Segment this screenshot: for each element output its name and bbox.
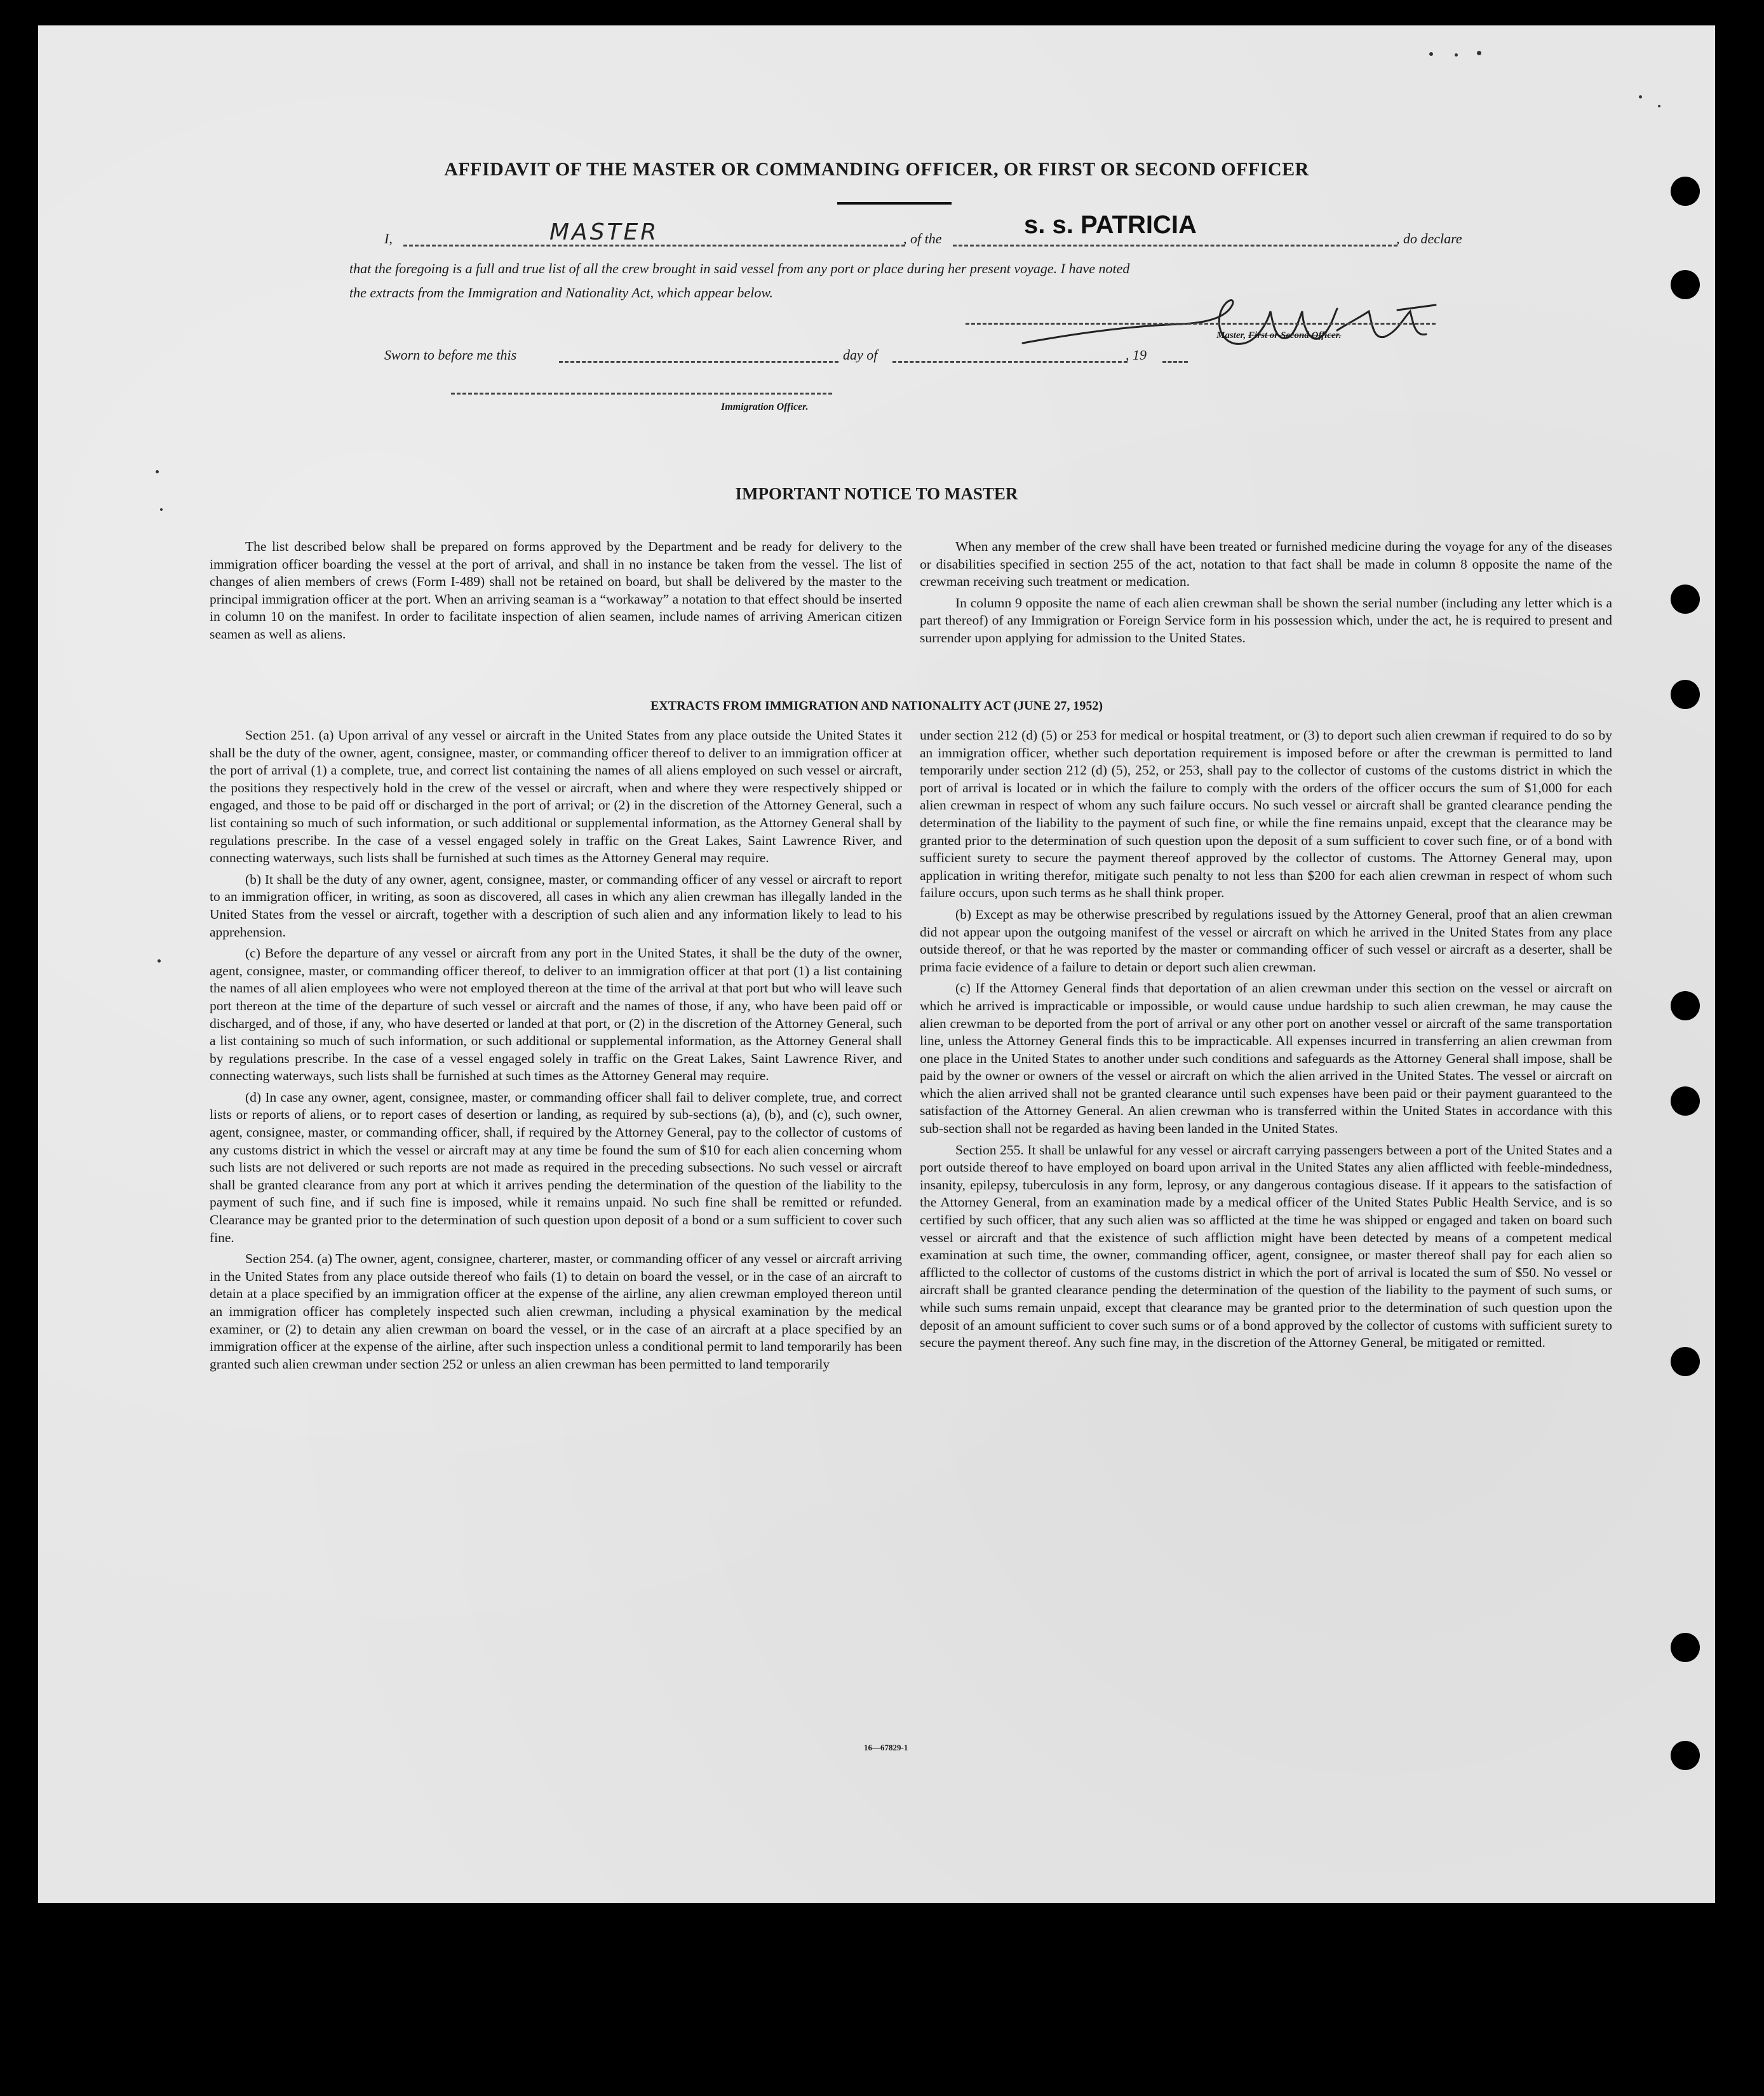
of-the-label: , of the [903,231,942,247]
scan-speck [1429,52,1433,56]
struck-officer-caption: First or Second Officer. [1248,330,1342,341]
notice-right-paragraph-1: When any member of the crew shall have been treated or furnished medicine during the voyage for any of the diseases or disabilities specified in section 255 of the act, notation to that fact shall be made in column 8 opposite the name of the crewman receiving such treatment or medication. [920,539,1612,590]
day-of-label: day of [843,347,878,363]
scan-speck [1658,105,1660,107]
do-declare-label: , do declare [1396,231,1462,247]
vessel-name: s. s. PATRICIA [1024,211,1197,239]
notice-right-paragraph-2: In column 9 opposite the name of each alien crewman shall be shown the serial number (including any letter which is a part thereof) of any Immigration or Foreign Service form in his possession which, under the act, he is required to present and surrender upon applying for admission to the United States. [920,595,1612,646]
statement-line-1: that the foregoing is a full and true list of all the crew brought in said vessel from any port or place during her present voyage. I have noted [349,260,1130,276]
sworn-month-line [892,361,1128,363]
scan-speck [1477,51,1481,55]
extract-paragraph: (d) In case any owner, agent, consignee, master, or commanding officer shall fail to deliver complete, true, and correct lists or reports of aliens, or to report cases of desertion or landing, as required by sub-sections (a), (b), and (c), such owner, agent, consignee, master, or commanding officer, shall, if required by the Attorney General, pay to the collector of customs of any customs district in which the vessel or aircraft may at any time be found the sum of $10 for each alien concerning whom such lists are not delivered or such reports are not made as required in the preceding subsections. No such vessel or aircraft shall be granted clearance from any port at which it arrives pending the determination of the question of the liability to the payment of such fine, and if such fine is imposed, while it remains unpaid. No such fine shall be remitted or refunded. Clearance may be granted prior to the determination of such question upon deposit of a bond or a sum sufficient to cover such fine. [210,1089,902,1245]
statement-line-2: the extracts from the Immigration and Nationality Act, which appear below. [349,285,773,301]
extracts-right-column [920,727,1612,1356]
punch-hole [1671,1633,1700,1662]
sworn-year-line [1162,361,1188,363]
form-number: 16—67829-1 [864,1743,908,1752]
vessel-line [953,245,1397,247]
title-divider [837,202,952,205]
scan-speck [160,508,163,511]
extract-paragraph: Section 251. (a) Upon arrival of any vessel or aircraft in the United States from any place outside the United States it shall be the duty of the owner, agent, consignee, master, or commanding officer thereof to deliver to an immigration officer at the port of arrival (1) a complete, true, and correct list containing the names of all aliens employed on such vessel or aircraft, the positions they respectively hold in the crew of the vessel or aircraft, when and where they were respectively shipped or engaged, and those to be paid off or discharged in the port of arrival; or (2) in the discretion of the Attorney General, such a list containing so much of such information, or such additional or supplemental information, as the Attorney General shall by regulations prescribe. In the case of a vessel engaged solely in traffic on the Great Lakes, Saint Lawrence River, and connecting waterways, such lists shall be furnished at such times as the Attorney General may require. [210,727,902,866]
extract-paragraph: (c) If the Attorney General finds that deportation of an alien crewman under this section on the vessel or aircraft on which he arrived is impracticable or impossible, or would cause undue hardship to such alien crewman, he may cause the alien crewman to be deported from the port of arrival or any other port on another vessel or aircraft of the same transportation line, unless the Attorney General finds this to be impracticable. All expenses incurred in transferring an alien crewman from one place in the United States to another under such conditions and safeguards as the Attorney General shall impose, shall be paid by the owner or owners of the vessel or aircraft on which the alien arrived in the United States. The vessel or aircraft on which the alien arrived shall not be granted clearance until such expenses have been paid or their payment guaranteed to the satisfaction of the Attorney General. An alien crewman who is transferred within the United States in accordance with this sub-section shall not be regarded as having been landed in the United States. [920,980,1612,1137]
extract-paragraph: Section 255. It shall be unlawful for any vessel or aircraft carrying passengers between a port of the United States and a port outside thereof to have employed on board upon arrival in the United States any alien afflicted with feeble-mindedness, insanity, epilepsy, tuberculosis in any form, leprosy, or any dangerous contagious disease. If it appears to the satisfaction of the Attorney General, from an examination made by a medical officer of the United States Public Health Service, and is so certified by such officer, that any such alien was so afflicted at the time he was shipped or engaged and taken on board such vessel or aircraft and that the existence of such affliction might have been detected by means of a competent medical examination at such time, the owner, commanding officer, agent, consignee, or master thereof shall pay for each alien so afflicted to the collector of customs of the customs district in which the port of arrival is located the sum of $50. No vessel or aircraft shall be granted clearance pending the determination of the question of the liability to the payment of such sums, or while such sums remain unpaid, except that clearance may be granted prior to the determination of such question upon the deposit of an amount sufficient to cover such sums or of a bond approved by the collector of customs with sufficient surety to secure the payment thereof. Any such fine may, in the discretion of the Attorney General, be mitigated or remitted. [920,1142,1612,1351]
extracts-title: EXTRACTS FROM IMMIGRATION AND NATIONALITY ACT (JUNE 27, 1952) [650,699,1103,713]
document-sheet [38,25,1715,1903]
i-label: I, [384,231,393,247]
officer-handwritten: MASTER [549,219,659,245]
punch-hole [1671,585,1700,614]
notice-title: IMPORTANT NOTICE TO MASTER [735,484,1018,503]
notice-left-column [210,538,902,647]
punch-hole [1671,1741,1700,1770]
affidavit-title: AFFIDAVIT OF THE MASTER OR COMMANDING OFFICER, OR FIRST OR SECOND OFFICER [444,159,1309,180]
extract-paragraph: Section 254. (a) The owner, agent, consignee, charterer, master, or commanding officer of any vessel or aircraft arriving in the United States from any place outside thereof who fails (1) to detain on board the vessel, or in the case of an aircraft to detain at a place specified by an immigration officer at the expense of the airline, any alien crewman employed thereon until an immigration officer has completely inspected such alien crewman, including a physical examination by the medical examiner, or (2) to detain any alien crewman on board the vessel, or in the case of an aircraft at a place specified by an immigration officer at the expense of the airline, after such inspection unless a conditional permit to land temporarily has been granted such alien crewman under section 252 or unless an alien crewman has been permitted to land temporarily [210,1251,902,1372]
extract-paragraph: (c) Before the departure of any vessel or aircraft from any port in the United States, it shall be the duty of the owner, agent, consignee, master, or commanding officer thereof, to deliver to an immigration officer at that port (1) a list containing the names of all alien employees who were not employed thereon at the time of the arrival at that port but who will leave such port thereon at the time of the departure of such vessel or aircraft and the names of those, if any, who have been paid off or discharged, and of those, if any, who have deserted or landed at that port, or (2) in the discretion of the Attorney General, such a list containing so much of such information, or such additional or supplemental information, as the Attorney General shall by regulations prescribe. In the case of a vessel engaged solely in traffic on the Great Lakes, Saint Lawrence River, and connecting waterways, such lists shall be furnished at such times as the Attorney General may require. [210,945,902,1084]
punch-hole [1671,991,1700,1020]
punch-hole [1671,270,1700,299]
year-label: , 19 [1126,347,1147,363]
extract-paragraph: under section 212 (d) (5) or 253 for medical or hospital treatment, or (3) to deport such alien crewman if required to do so by an immigration officer, whether such deportation requirement is imposed before or after the crewman is permitted to land temporarily under section 212 (d) (5), 252, or 253, shall pay to the collector of customs of the customs district in which the port of arrival is located or in which the failure to comply with the orders of the officer occurs the sum of $1,000 for each alien crewman in respect of whom any such failure occurs. No such vessel or aircraft shall be granted clearance pending the determination of the liability to the payment of such fine, or while the fine remains unpaid, except that the clearance may be granted prior to the determination of such question upon the deposit of a sum sufficient to cover such fine, or of a bond with sufficient surety to secure the payment thereof approved by the collector of customs. The Attorney General may, upon application in writing therefor, mitigate such penalty to not less than $200 for each alien crewman in respect of whom such failure occurs, upon such terms as he shall think proper. [920,727,1612,901]
punch-hole [1671,1347,1700,1376]
extract-paragraph: (b) It shall be the duty of any owner, agent, consignee, master, or commanding officer of any vessel or aircraft to report to an immigration officer, in writing, as soon as discovered, all cases in which any alien crewman has illegally landed in the United States from the vessel or aircraft, together with a description of such alien and any information likely to lead to his apprehension. [210,871,902,940]
extracts-left-column [210,727,902,1377]
immigration-officer-line [451,393,832,395]
master-caption: Master, [1216,330,1246,341]
scan-speck [1639,95,1642,98]
punch-hole [1671,1086,1700,1116]
notice-right-column [920,538,1612,651]
notice-left-paragraph: The list described below shall be prepared on forms approved by the Department and be ready for delivery to the immigration officer boarding the vessel at the port of arrival, and shall in no instance be taken from the vessel. The list of changes of alien members of crews (Form I-489) shall not be retained on board, but shall be delivered by the master to the principal immigration officer at the port. When an arriving seaman is a “workaway” a notation to that effect should be inserted in column 10 on the manifest. In order to facilitate inspection of alien seamen, include names of arriving American citizen seamen as well as aliens. [210,539,902,642]
scan-speck [156,470,159,473]
master-signature [1016,292,1474,362]
signature-line [966,323,1436,325]
punch-hole [1671,177,1700,206]
sworn-label: Sworn to before me this [384,347,517,363]
scan-speck [1455,53,1458,57]
extract-paragraph: (b) Except as may be otherwise prescribed by regulations issued by the Attorney General, proof that an alien crewman did not appear upon the outgoing manifest of the vessel or aircraft on which he arrived in the United States from any place outside thereof, or that he was reported by the master or commanding officer of such vessel or aircraft as a deserter, shall be prima facie evidence of a failure to detain or deport such alien crewman. [920,906,1612,975]
sworn-date-line [559,361,838,363]
scan-speck [158,959,161,963]
immigration-officer-label: Immigration Officer. [721,402,809,412]
signature-caption [1216,330,1341,341]
